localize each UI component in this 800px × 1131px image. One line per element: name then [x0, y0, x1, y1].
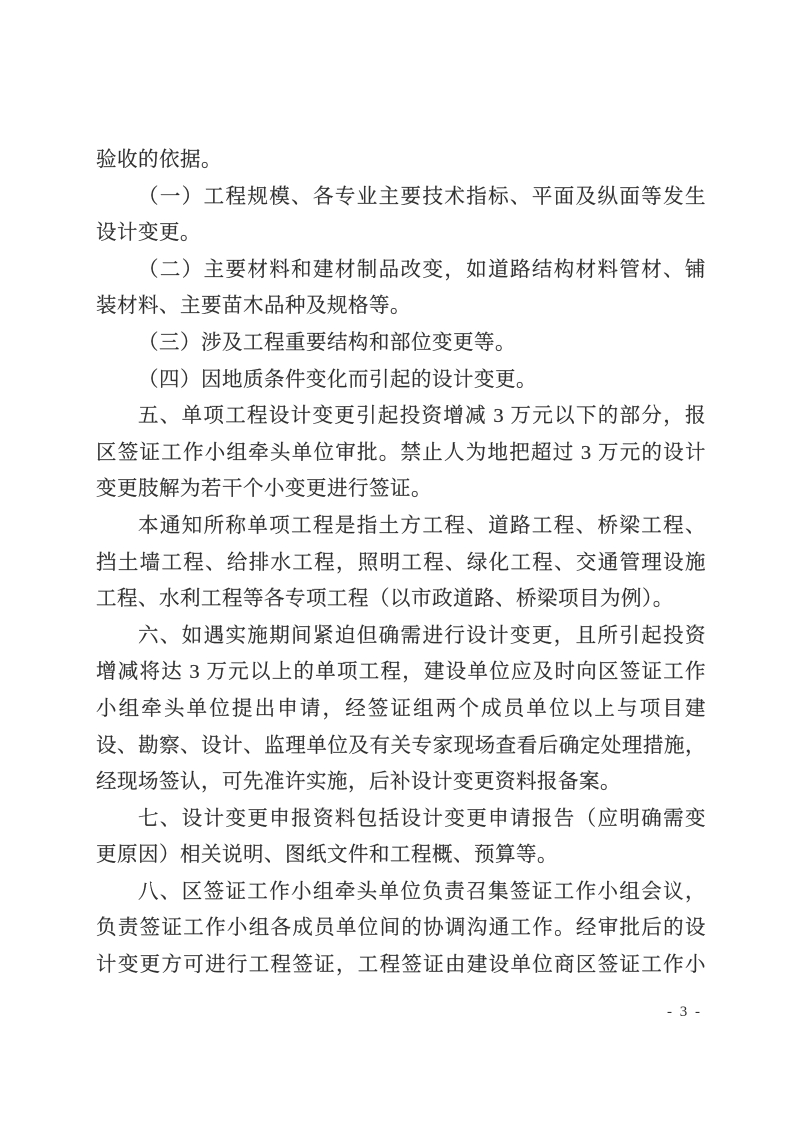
text-line: 计变更方可进行工程签证，工程签证由建设单位商区签证工作小: [96, 954, 706, 977]
text-line: 挡土墙工程、给排水工程，照明工程、绿化工程、交通管理设施: [96, 551, 706, 574]
text-line: （三）涉及工程重要结构和部位变更等。: [138, 331, 516, 354]
text-line: （二）主要材料和建材制品改变，如道路结构材料管材、铺: [138, 258, 706, 281]
document-body: [96, 142, 706, 984]
text-line: 增减将达 3 万元以上的单项工程，建设单位应及时向区签证工作: [96, 661, 706, 684]
text-line: 本通知所称单项工程是指土方工程、道路工程、桥梁工程、: [138, 514, 706, 537]
text-line: 变更肢解为若干个小变更进行签证。: [96, 478, 432, 501]
text-line: 更原因）相关说明、图纸文件和工程概、预算等。: [96, 844, 558, 867]
text-line: 五、单项工程设计变更引起投资增减 3 万元以下的部分，报: [138, 405, 706, 428]
text-line: 设、勘察、设计、监理单位及有关专家现场查看后确定处理措施，: [96, 734, 706, 757]
text-line: 八、区签证工作小组牵头单位负责召集签证工作小组会议，: [138, 880, 706, 903]
text-line: 负责签证工作小组各成员单位间的协调沟通工作。经审批后的设: [96, 917, 706, 940]
text-line: 经现场签认，可先准许实施，后补设计变更资料报备案。: [96, 771, 621, 794]
text-line: 七、设计变更申报资料包括设计变更申请报告（应明确需变: [138, 807, 706, 830]
text-line: （四）因地质条件变化而引起的设计变更。: [138, 368, 537, 391]
text-line: （一）工程规模、各专业主要技术指标、平面及纵面等发生: [138, 185, 706, 208]
text-line: 六、如遇实施期间紧迫但确需进行设计变更，且所引起投资: [138, 624, 706, 647]
page-number: - 3 -: [667, 1004, 702, 1020]
text-line: 工程、水利工程等各专项工程（以市政道路、桥梁项目为例）。: [96, 588, 674, 611]
text-line: 装材料、主要苗木品种及规格等。: [96, 295, 411, 318]
text-line: 验收的依据。: [96, 149, 222, 171]
text-line: 小组牵头单位提出申请，经签证组两个成员单位以上与项目建: [96, 697, 706, 720]
text-line: 设计变更。: [96, 222, 201, 245]
text-line: 区签证工作小组牵头单位审批。禁止人为地把超过 3 万元的设计: [96, 441, 706, 464]
